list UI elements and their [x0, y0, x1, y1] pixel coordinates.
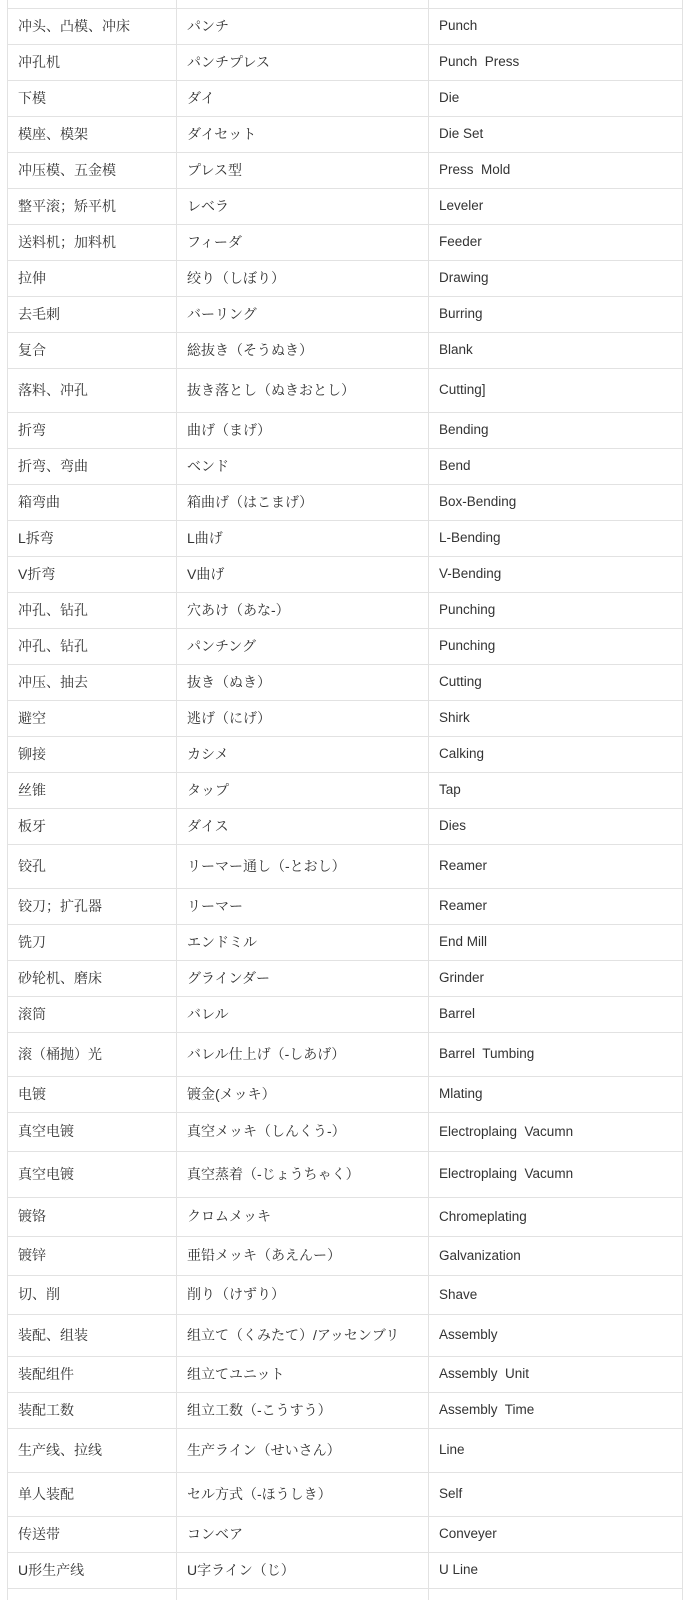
cell-japanese-term: ダイス: [176, 809, 428, 844]
cell-japanese-term: セル方式（‐ほうしき）: [176, 1473, 428, 1516]
cell-japanese-term: 箱曲げ（はこまげ）: [176, 485, 428, 520]
cell-english-term: Assembly: [428, 1315, 682, 1356]
cell-chinese-term: 切、削: [18, 1286, 60, 1303]
cell-chinese-term: 避空: [18, 709, 46, 726]
cell-chinese-term: 镀铬: [18, 1208, 46, 1225]
table-row: [8, 557, 682, 593]
cell-english-term: Bending: [428, 413, 682, 448]
cell-japanese-term: バレル: [176, 997, 428, 1032]
cell-japanese-term: L曲げ: [176, 521, 428, 556]
cell-english-term: Feeder: [428, 225, 682, 260]
table-row: [8, 297, 682, 333]
cell-japanese-term: 组立てユニット: [176, 1357, 428, 1392]
cell-japanese: [176, 0, 428, 8]
cell-chinese-term: 落料、冲孔: [18, 381, 88, 398]
table-row: [8, 485, 682, 521]
cell-chinese-term: 真空电镀: [18, 1165, 74, 1182]
cell-chinese-term: 铣刀: [18, 933, 46, 950]
cell-japanese-term: バレル仕上げ（‐しあげ）: [176, 1033, 428, 1076]
table-row: [8, 593, 682, 629]
cell-english-term: Chromeplating: [428, 1198, 682, 1236]
cell-chinese-term: U形生产线: [18, 1561, 85, 1578]
cell-japanese-term: 逃げ（にげ）: [176, 701, 428, 736]
cell-english-term: Barrel: [428, 997, 682, 1032]
table-row: [8, 845, 682, 889]
table-row: [8, 809, 682, 845]
cell-chinese-term: 送料机；加料机: [18, 233, 116, 250]
cell-english-term: Burring: [428, 297, 682, 332]
cell-english-term: Grinder: [428, 961, 682, 996]
cell-english-term: Galvanization: [428, 1237, 682, 1275]
cell-japanese-term: パンチプレス: [176, 45, 428, 80]
table-row: [8, 225, 682, 261]
table-row: [8, 997, 682, 1033]
cell-japanese-term: 曲げ（まげ）: [176, 413, 428, 448]
table-row: [8, 153, 682, 189]
cell-japanese-term: パンチ: [176, 9, 428, 44]
cell-chinese-term: 冲压、抽去: [18, 673, 88, 690]
cell-chinese-term: 装配组件: [18, 1365, 74, 1382]
cell-english-term: Assembly Time: [428, 1393, 682, 1428]
table-row: [8, 45, 682, 81]
cell-english-term: Press Mold: [428, 153, 682, 188]
cell-chinese-term: 冲孔、钻孔: [18, 601, 88, 618]
cell-japanese-term: リーマー通し（-とおし）: [176, 845, 428, 888]
cell-japanese-term: タップ: [176, 773, 428, 808]
cell-japanese-term: ダイ: [176, 81, 428, 116]
cell-japanese-term: 抜き（ぬき）: [176, 665, 428, 700]
cell-english-term: Reamer: [428, 889, 682, 924]
cell-english-term: Assembly Unit: [428, 1357, 682, 1392]
table-row: [8, 413, 682, 449]
cell-chinese-term: 单人装配: [18, 1485, 74, 1502]
cell-english-term: Cutting]: [428, 369, 682, 412]
cell-chinese-term: L拆弯: [18, 529, 54, 546]
cell-japanese-term: グラインダー: [176, 961, 428, 996]
table-row: [8, 1393, 682, 1429]
cell-english-term: Conveyer: [428, 1517, 682, 1552]
cell-english-term: V-Bending: [428, 557, 682, 592]
cell-chinese-term: 折弯、弯曲: [18, 457, 88, 474]
cell-english-term: Mlating: [428, 1077, 682, 1112]
table-row: [8, 1077, 682, 1113]
table-row: [8, 1517, 682, 1553]
cell-english-term: Punch Press: [428, 45, 682, 80]
table-row: [8, 737, 682, 773]
cell-chinese-term: 传送带: [18, 1525, 60, 1542]
cell-english-term: Shirk: [428, 701, 682, 736]
cell-chinese-term: 丝锥: [18, 781, 46, 798]
table-row: [8, 1553, 682, 1589]
cell-english-term: Blank: [428, 333, 682, 368]
cell-english-term: Bend: [428, 449, 682, 484]
cell-chinese-term: 装配、组装: [18, 1326, 88, 1343]
cell-chinese-term: 冲孔、钻孔: [18, 637, 88, 654]
cell-chinese-term: 模座、模架: [18, 125, 88, 142]
table-body: [8, 9, 682, 1589]
cell-english-term: Self: [428, 1473, 682, 1516]
cell-chinese-term: 整平滚；矫平机: [18, 197, 116, 214]
cell-japanese-term: カシメ: [176, 737, 428, 772]
cell-japanese-term: ベンド: [176, 449, 428, 484]
cell-english-term: Tap: [428, 773, 682, 808]
cell-japanese-term: リーマー: [176, 889, 428, 924]
cell-chinese-term: 冲压模、五金模: [18, 161, 116, 178]
cell-english-term: Punch: [428, 9, 682, 44]
cell-english: [428, 1589, 682, 1600]
cell-japanese-term: 削り（けずり）: [176, 1276, 428, 1314]
cell-japanese-term: フィーダ: [176, 225, 428, 260]
table-row: [8, 1152, 682, 1198]
cell-chinese-term: 折弯: [18, 421, 46, 438]
cell-english-term: Leveler: [428, 189, 682, 224]
cell-english-term: Punching: [428, 593, 682, 628]
cell-english-term: Cutting: [428, 665, 682, 700]
table-row: [8, 1113, 682, 1152]
cell-english-term: Barrel Tumbing: [428, 1033, 682, 1076]
table-row: [8, 665, 682, 701]
table-row: [8, 189, 682, 225]
cell-japanese-term: ダイセット: [176, 117, 428, 152]
cell-japanese-term: コンベア: [176, 1517, 428, 1552]
table-row: [8, 701, 682, 737]
table-row: [8, 261, 682, 297]
table-row: [8, 629, 682, 665]
cell-chinese-term: V折弯: [18, 565, 56, 582]
cell-japanese-term: 组立工数（-こうすう）: [176, 1393, 428, 1428]
cell-japanese-term: 亜铅メッキ（あえんー）: [176, 1237, 428, 1275]
table-row: [8, 9, 682, 45]
cell-chinese-term: 生产线、拉线: [18, 1441, 102, 1458]
cell-japanese: [176, 1589, 428, 1600]
cell-english-term: Box-Bending: [428, 485, 682, 520]
cell-japanese-term: 镀金(メッキ）: [176, 1077, 428, 1112]
cell-english: [428, 0, 682, 8]
table-row: [8, 925, 682, 961]
cell-english-term: Reamer: [428, 845, 682, 888]
table-row: [8, 117, 682, 153]
cell-chinese-term: 下模: [18, 89, 46, 106]
cell-japanese-term: 组立て（くみたて）/アッセンブリ: [176, 1315, 428, 1356]
cell-english-term: U Line: [428, 1553, 682, 1588]
table-row: [8, 1473, 682, 1517]
cell-english-term: Dies: [428, 809, 682, 844]
cell-japanese-term: プレス型: [176, 153, 428, 188]
cell-japanese-term: V曲げ: [176, 557, 428, 592]
cell-english-term: Electroplaing Vacumn: [428, 1152, 682, 1197]
cell-chinese-term: 电镀: [18, 1085, 46, 1102]
cell-chinese-term: 拉伸: [18, 269, 46, 286]
table-row: [8, 1237, 682, 1276]
table-row: [8, 449, 682, 485]
cell-japanese-term: 抜き落とし（ぬきおとし）: [176, 369, 428, 412]
cell-english-term: Line: [428, 1429, 682, 1472]
table-row: [8, 889, 682, 925]
cell-chinese-term: 去毛刺: [18, 305, 60, 322]
cell-japanese-term: U字ライン（じ）: [176, 1553, 428, 1588]
table-row: [8, 1315, 682, 1357]
table-row: [8, 81, 682, 117]
cell-chinese-term: 箱弯曲: [18, 493, 60, 510]
table-row: [8, 961, 682, 997]
cell-chinese-term: 复合: [18, 341, 46, 358]
cell-chinese-term: 镀锌: [18, 1247, 46, 1264]
cell-japanese-term: エンドミル: [176, 925, 428, 960]
cell-chinese-term: 铰孔: [18, 857, 46, 874]
table-row-partial-top: [8, 0, 682, 9]
cell-english-term: Die: [428, 81, 682, 116]
cell-chinese-term: 板牙: [18, 817, 46, 834]
cell-english-term: Shave: [428, 1276, 682, 1314]
cell-chinese-term: 铰刀；扩孔器: [18, 897, 102, 914]
table-row: [8, 369, 682, 413]
table-row: [8, 1198, 682, 1237]
cell-chinese: [8, 0, 176, 8]
table-row: [8, 1033, 682, 1077]
cell-english-term: Die Set: [428, 117, 682, 152]
cell-japanese-term: バーリング: [176, 297, 428, 332]
table-row: [8, 773, 682, 809]
cell-english-term: Calking: [428, 737, 682, 772]
table-row: [8, 521, 682, 557]
cell-chinese-term: 铆接: [18, 745, 46, 762]
cell-english-term: End Mill: [428, 925, 682, 960]
cell-japanese-term: クロムメッキ: [176, 1198, 428, 1236]
cell-japanese-term: レベラ: [176, 189, 428, 224]
cell-chinese-term: 装配工数: [18, 1401, 74, 1418]
cell-japanese-term: 绞り（しぼり）: [176, 261, 428, 296]
cell-japanese-term: 総抜き（そうぬき）: [176, 333, 428, 368]
cell-english-term: L-Bending: [428, 521, 682, 556]
glossary-table: [7, 0, 683, 1600]
cell-japanese-term: 真空蒸着（‐じょうちゃく）: [176, 1152, 428, 1197]
table-row: [8, 1357, 682, 1393]
cell-japanese-term: 生产ライン（せいさん）: [176, 1429, 428, 1472]
cell-chinese: [8, 1589, 176, 1600]
cell-english-term: Punching: [428, 629, 682, 664]
cell-chinese-term: 砂轮机、磨床: [18, 969, 102, 986]
table-row-partial-bottom: [8, 1589, 682, 1600]
cell-chinese-term: 滚筒: [18, 1005, 46, 1022]
table-row: [8, 1276, 682, 1315]
cell-chinese-term: 冲孔机: [18, 53, 60, 70]
cell-chinese-term: 真空电镀: [18, 1123, 74, 1140]
cell-english-term: Electroplaing Vacumn: [428, 1113, 682, 1151]
cell-english-term: Drawing: [428, 261, 682, 296]
table-row: [8, 1429, 682, 1473]
cell-japanese-term: 穴あけ（あな-）: [176, 593, 428, 628]
cell-chinese-term: 滚（桶抛）光: [18, 1045, 102, 1062]
cell-chinese-term: 冲头、凸模、冲床: [18, 17, 130, 34]
cell-japanese-term: 真空メッキ（しんくう-）: [176, 1113, 428, 1151]
cell-japanese-term: パンチング: [176, 629, 428, 664]
table-row: [8, 333, 682, 369]
